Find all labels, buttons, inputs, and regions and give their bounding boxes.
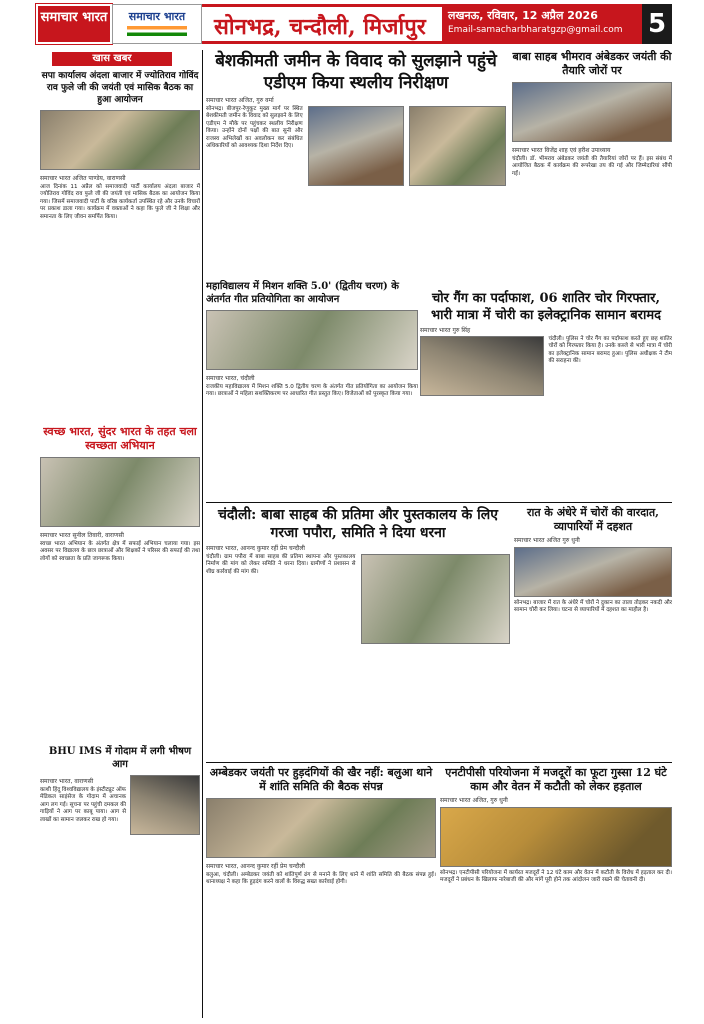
article-headline: अम्बेडकर जयंती पर हुड़दंगियों की खैर नहीं: बलुआ थाने में शांति समिति की बैठक संपन्न xyxy=(209,766,433,793)
flag-icon xyxy=(127,26,187,36)
article-ntpc-strike xyxy=(440,766,672,1016)
article-byline: समाचार भारत अजित, गुरु वर्मा xyxy=(206,97,274,104)
article-headline: स्वच्छ भारत, सुंदर भारत के तहत चला स्वच्छता अभियान xyxy=(43,425,197,452)
newspaper-logo-flag xyxy=(112,4,202,44)
article-photo xyxy=(308,106,405,186)
article-ambedkar-preparations xyxy=(512,50,672,280)
article-byline: समाचार भारत, आनन्द कुमार रहीं प्रेम चन्दौली xyxy=(206,863,305,870)
article-photo xyxy=(514,547,672,597)
article-body: आज दिनांक 11 अप्रैल को समाजवादी पार्टी कार्यालय अंदला बाजार में ज्योतिराव गोविंद राव फुले जी की जयंती एवं मासिक बैठक का आयोजन किया गया। जिसमें समाजवादी पार्टी के वरिष्ठ कार्यकर्ता उपस्थित रहे और उनके विचारों पर प्रकाश डाला गया। कार्यक्रम में वक्ताओं ने कहा कि फुले जी ने शिक्षा और समानता के लिए जीवन समर्पित किया। xyxy=(40,184,200,220)
region-title: सोनभद्र, चन्दौली, मिर्जापुर xyxy=(202,4,442,44)
article-land-dispute xyxy=(206,50,506,290)
article-photo xyxy=(40,110,200,170)
article-byline: समाचार भारत गुरु सिंह xyxy=(420,327,471,334)
article-photo xyxy=(130,775,200,835)
article-headline: BHU IMS में गोदाम में लगी भीषण आग xyxy=(48,746,192,770)
article-photo xyxy=(206,310,418,370)
article-byline: समाचार भारत विजेंद्र शाह एवं हरीश उपाध्याय xyxy=(512,147,611,154)
column-divider xyxy=(202,50,203,1018)
article-statue-library xyxy=(206,506,510,766)
article-night-theft xyxy=(514,506,672,756)
article-body: चंदौली। ग्राम पपौरा में बाबा साहब की प्रतिमा स्थापना और पुस्तकालय निर्माण की मांग को लेकर समिति ने धरना दिया। ग्रामीणों ने प्रशासन से शीघ्र कार्रवाई की मांग की। xyxy=(206,554,356,575)
article-photo xyxy=(420,336,544,396)
article-headline: बाबा साहब भीमराव अंबेडकर जयंती की तैयारि जोरों पर xyxy=(512,50,672,77)
article-headline: एनटीपीसी परियोजना में मजदूरों का फूटा गुस्सा 12 घंटे काम और वेतन में कटौती को लेकर हड़ताल xyxy=(445,766,667,793)
article-body: सोनभद्र। बीजपुर-रेणुकूट मुख्य मार्ग पर स्थित बेशकीमती जमीन के विवाद को सुलझाने के लिए एडीएम ने मौके पर पहुंचकर स्थलीय निरीक्षण किया। उन्होंने दोनों पक्षों की बात सुनी और राजस्व अभिलेखों का अवलोकन कर संबंधित अधिकारियों को आवश्यक दिशा निर्देश दिए। xyxy=(206,106,303,150)
article-byline: समाचार भारत, वाराणसी xyxy=(40,778,94,785)
newspaper-logo: समाचार भारत xyxy=(36,4,112,44)
article-photo xyxy=(40,457,200,527)
article-body: काशी हिंदू विश्वविद्यालय के इंस्टीट्यूट ऑफ मेडिकल साइंसेज के गोदाम में अचानक आग लग गई। सूचना पर पहुंची दमकल की गाड़ियों ने आग पर काबू पाया। आग से लाखों का सामान जलकर राख हो गया। xyxy=(40,787,126,823)
article-byline: समाचार भारत सुनील तिवारी, वाराणसी xyxy=(40,532,124,539)
article-photo xyxy=(440,807,672,867)
section-label: खास खबर xyxy=(52,52,172,66)
section-divider xyxy=(206,762,672,763)
article-headline: रात के अंधेरे में चोरों की वारदात, व्यापारियों में दहशत xyxy=(526,506,660,533)
article-jyotirao-phule xyxy=(40,70,200,430)
article-body: स्वच्छ भारत अभियान के अंतर्गत क्षेत्र में सफाई अभियान चलाया गया। इस अवसर पर विद्यालय के छात्र छात्राओं और शिक्षकों ने परिसर की सफाई की तथा लोगों को स्वच्छता के प्रति जागरूक किया। xyxy=(40,541,200,562)
page-number: 5 xyxy=(642,4,672,44)
article-photo xyxy=(206,798,436,858)
article-photo xyxy=(361,554,511,644)
article-headline: चंदौली: बाबा साहब की प्रतिमा और पुस्तकालय के लिए गरजा पपौरा, समिति ने दिया धरना xyxy=(218,507,498,541)
article-headline: चोर गैंग का पर्दाफाश, 06 शातिर चोर गिरफ्तार, भारी मात्रा में चोरी का इलेक्ट्रानिक सामान बरामद xyxy=(430,291,662,323)
article-body: चंदौली। डॉ. भीमराव अंबेडकर जयंती की तैयारियां जोरों पर हैं। इस संबंध में आयोजित बैठक में कार्यक्रम की रूपरेखा तय की गई और जिम्मेदारियां सौंपी गईं। xyxy=(512,156,672,177)
article-photo-2 xyxy=(409,106,506,186)
article-photo xyxy=(512,82,672,142)
article-byline: समाचार भारत, आनन्द कुमार रहीं प्रेम चन्दौली xyxy=(206,545,305,552)
article-byline: समाचार भारत, चंदौली xyxy=(206,375,255,382)
article-body: चंदौली। पुलिस ने चोर गैंग का पर्दाफाश करते हुए छह शातिर चोरों को गिरफ्तार किया है। उनके कब्जे से भारी मात्रा में चोरी का इलेक्ट्रानिक सामान बरामद हुआ। पुलिस अधीक्षक ने टीम की सराहना की। xyxy=(548,336,672,365)
article-byline: समाचार भारत अजित गुरु धुनी xyxy=(514,537,580,544)
article-headline: बेशकीमती जमीन के विवाद को सुलझाने पहुंचे एडीएम किया स्थलीय निरीक्षण xyxy=(215,51,497,93)
article-swachh-bharat xyxy=(40,425,200,585)
article-mission-shakti xyxy=(206,280,418,500)
email-address: Email-samacharbharatgzp@gmail.com xyxy=(448,25,623,35)
article-headline: सपा कार्यालय अंदला बाजार में ज्योतिराव गोविंद राव फुले जी की जयंती एवं मासिक बैठक का हुआ आयोजन xyxy=(41,71,199,105)
article-bhu-fire xyxy=(40,745,200,1015)
dateline-block xyxy=(442,4,642,44)
article-byline: समाचार भारत अजित पाण्डेय, वाराणसी xyxy=(40,175,126,182)
article-body: सोनभद्र। बाजार में रात के अंधेरे में चोरों ने दुकान का ताला तोड़कर नकदी और सामान चोरी कर लिया। घटना से व्यापारियों में दहशत का माहौल है। xyxy=(514,600,672,614)
masthead xyxy=(36,4,672,44)
article-byline: समाचार भारत अजित, गुरु धुनी xyxy=(440,797,508,804)
section-divider xyxy=(206,502,672,503)
article-body: बलुआ, चंदौली। अम्बेडकर जयंती को शांतिपूर्ण ढंग से मनाने के लिए थाने में शांति समिति की बैठक संपन्न हुई। थानाध्यक्ष ने कहा कि हुड़दंग करने वालों के विरुद्ध सख्त कार्रवाई होगी। xyxy=(206,872,436,886)
article-peace-committee xyxy=(206,766,436,1016)
article-headline: महाविद्यालय में मिशन शक्ति 5.0' (द्वितीय चरण) के अंतर्गत गीत प्रतियोगिता का आयोजन xyxy=(206,281,399,305)
article-body: सोनभद्र। एनटीपीसी परियोजना में कार्यरत मजदूरों ने 12 घंटे काम और वेतन में कटौती के विरोध में हड़ताल कर दी। मजदूरों ने प्रबंधन के खिलाफ नारेबाजी की और मांगें पूरी होने तक आंदोलन जारी रखने की चेतावनी दी। xyxy=(440,870,672,884)
logo-text: समाचार भारत xyxy=(128,10,186,23)
dateline: लखनऊ, रविवार, 12 अप्रैल 2026 xyxy=(448,9,598,22)
article-body: राजकीय महाविद्यालय में मिशन शक्ति 5.0 द्वितीय चरण के अंतर्गत गीत प्रतियोगिता का आयोजन किया गया। छात्राओं ने महिला सशक्तिकरण पर आधारित गीत प्रस्तुत किए। विजेताओं को पुरस्कृत किया गया। xyxy=(206,384,418,398)
article-theft-gang xyxy=(420,290,672,500)
